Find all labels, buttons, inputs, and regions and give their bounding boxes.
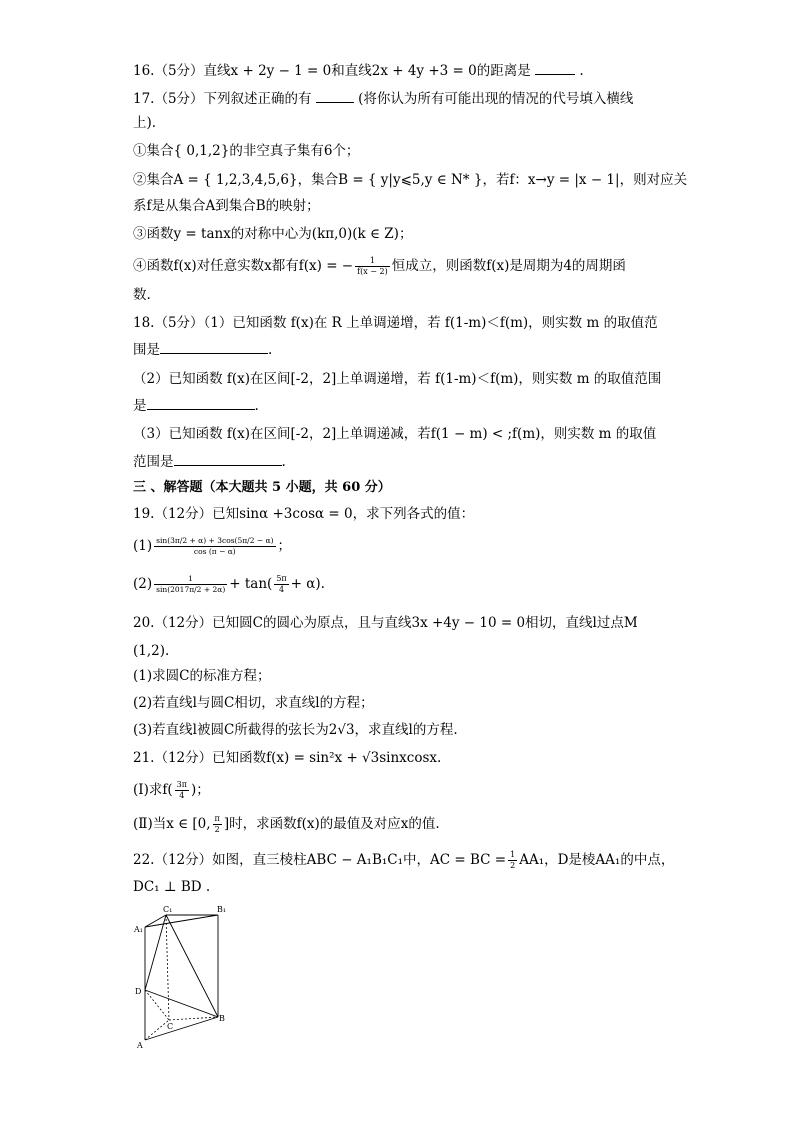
answer-blank-16[interactable] <box>535 60 575 75</box>
q17-item-2b: 系f是从集合A到集合B的映射； <box>133 198 320 214</box>
q18-part3-b <box>133 451 286 472</box>
q21-line1: 21.（12分）已知函数f(x) = sin²x + √3sinxcosx. <box>133 750 442 766</box>
q22-den: 2 <box>510 861 516 870</box>
q22-l1-post: AA₁，D是棱AA₁的中点， <box>519 852 675 868</box>
q21-s2-den: 2 <box>214 825 220 834</box>
q18-part1-a: 18.（5分）（1）已知函数 f(x)在 R 上单调递增，若 f(1-m)＜f(m)，则实数 m 的取值范 <box>133 315 658 331</box>
q21-s1-post: )； <box>191 782 210 798</box>
q17-item-4a <box>133 256 626 277</box>
q22-fraction <box>508 850 517 871</box>
q17-item4-post: 恒成立，则函数f(x)是周期为4的周期函 <box>391 258 626 274</box>
q17-item4-pre: ④函数f(x)对任意实数x都有f(x) = − <box>133 258 354 274</box>
answer-blank-18-2[interactable] <box>147 395 255 410</box>
edge-c1-b <box>166 915 218 1017</box>
q19-p2-fden: 4 <box>278 585 285 594</box>
q19-p1-label: (1) <box>133 538 153 554</box>
q18-part2-b <box>133 395 259 416</box>
q17-item-3: ③函数y = tanx的对称中心为(kπ,0)(k ∈ Z)； <box>133 226 413 242</box>
q18-dot-3: . <box>281 454 286 470</box>
q19-part1 <box>133 532 291 560</box>
q19-p2-den: sin(2017π/2 + 2α) <box>156 585 226 594</box>
q17-text-b: (将你认为所有可能出现的情况的代号填入横线 <box>358 91 634 107</box>
q21-s1-pre: (Ⅰ)求f( <box>133 782 173 798</box>
q19-p2-label: (2) <box>133 576 153 592</box>
q17-item4-fraction <box>355 256 390 277</box>
q22-line1 <box>133 848 674 872</box>
q18-p3b-text: 范围是 <box>133 454 174 470</box>
q21-s2-post: ]时，求函数f(x)的最值及对应x的值. <box>223 816 440 832</box>
q19-p2-inner-fraction <box>274 574 288 595</box>
label-d: D <box>135 987 142 996</box>
q18-p1b-text: 围是 <box>133 342 160 358</box>
q19-p1-fraction <box>154 536 275 557</box>
q17-line2: 上). <box>133 115 157 131</box>
edge-a-b <box>145 1017 218 1040</box>
q19-p2-end: + α). <box>290 576 325 592</box>
q18-dot-1: . <box>268 342 273 358</box>
q18-dot-2: . <box>254 398 259 414</box>
q19-p2-num: 1 <box>154 574 227 585</box>
q21-sub2 <box>133 812 440 836</box>
q17-item-2a: ②集合A = { 1,2,3,4,5,6}，集合B = { y|y⩽5,y ∈ N* }，若f：x→y = |x − 1|，则对应关 <box>133 172 688 188</box>
q21-s1-den: 4 <box>179 791 185 800</box>
q17-item4-num: 1 <box>355 256 390 267</box>
q19-p2-fraction <box>154 574 227 595</box>
q21-s2-fraction <box>213 814 222 835</box>
q22-l1-pre: 22.（12分）如图，直三棱柱ABC − A₁B₁C₁中，AC = BC = <box>133 852 507 868</box>
answer-blank-18-1[interactable] <box>160 339 268 354</box>
label-b1: B₁ <box>217 905 227 914</box>
q19-part2 <box>133 570 325 598</box>
q19-intro: 19.（12分）已知sinα +3cosα = 0，求下列各式的值： <box>133 506 475 522</box>
q19-p1-end: ； <box>277 538 292 554</box>
q18-part1-b <box>133 339 272 360</box>
q19-p1-num: sin(3π/2 + α) + 3cos(5π/2 − α) <box>156 536 274 545</box>
q17-text: 17.（5分）下列叙述正确的有 <box>133 91 312 107</box>
q21-s2-pre: (Ⅱ)当x ∈ [0, <box>133 816 211 832</box>
label-a: A <box>137 1041 143 1050</box>
answer-blank-18-3[interactable] <box>174 451 282 466</box>
question-16 <box>133 60 584 81</box>
label-a1: A₁ <box>134 925 143 934</box>
label-c: C <box>167 1022 174 1031</box>
label-b: B <box>219 1014 225 1023</box>
question-17-line1 <box>133 88 633 109</box>
q22-line2: DC₁ ⊥ BD . <box>133 879 211 895</box>
section-heading: 三 、解答题（本大题共 5 小题，共 60 分） <box>133 480 391 495</box>
q18-p2b-text: 是 <box>133 398 147 414</box>
label-c1: C₁ <box>163 905 173 914</box>
q22-num: 1 <box>510 850 516 859</box>
q19-p1-den: cos (π − α) <box>193 547 236 556</box>
q20-sub3: (3)若直线l被圆C所截得的弦长为2√3，求直线l的方程. <box>133 722 458 738</box>
q19-p2-post: + tan( <box>229 576 273 592</box>
hidden-edge-a-c <box>145 1020 169 1040</box>
q17-item-1: ①集合{ 0,1,2}的非空真子集有6个； <box>133 143 360 159</box>
prism-figure <box>133 905 233 1050</box>
q18-part3-a: （3）已知函数 f(x)在区间[-2，2]上单调递减，若f(1 − m) < ;f(m)，则实数 m 的取值 <box>133 426 657 442</box>
answer-blank-17[interactable] <box>316 88 354 103</box>
q17-item-4b: 数. <box>133 287 151 303</box>
q16-end: . <box>579 63 584 79</box>
q21-s1-num: 3π <box>176 780 187 789</box>
q21-sub1 <box>133 778 210 802</box>
q20-sub1: (1)求圆C的标准方程； <box>133 668 271 684</box>
q20-line2: (1,2). <box>133 643 170 659</box>
q21-s2-num: π <box>214 814 220 823</box>
hidden-edge-c1-c <box>166 915 169 1020</box>
q20-sub2: (2)若直线l与圆C相切，求直线l的方程； <box>133 695 374 711</box>
q17-item4-den: f(x − 2) <box>357 267 388 276</box>
q19-p2-fnum: 5π <box>276 574 287 583</box>
q16-text: 16.（5分）直线x + 2y − 1 = 0和直线2x + 4y +3 = 0的距离是 <box>133 63 531 79</box>
q21-s1-fraction <box>175 780 189 801</box>
q18-part2-a: （2）已知函数 f(x)在区间[-2，2]上单调递增，若 f(1-m)＜f(m)，则实数 m 的取值范围 <box>133 371 662 387</box>
q20-line1: 20.（12分）已知圆C的圆心为原点，且与直线3x +4y − 10 = 0相切，直线l过点M <box>133 615 638 631</box>
